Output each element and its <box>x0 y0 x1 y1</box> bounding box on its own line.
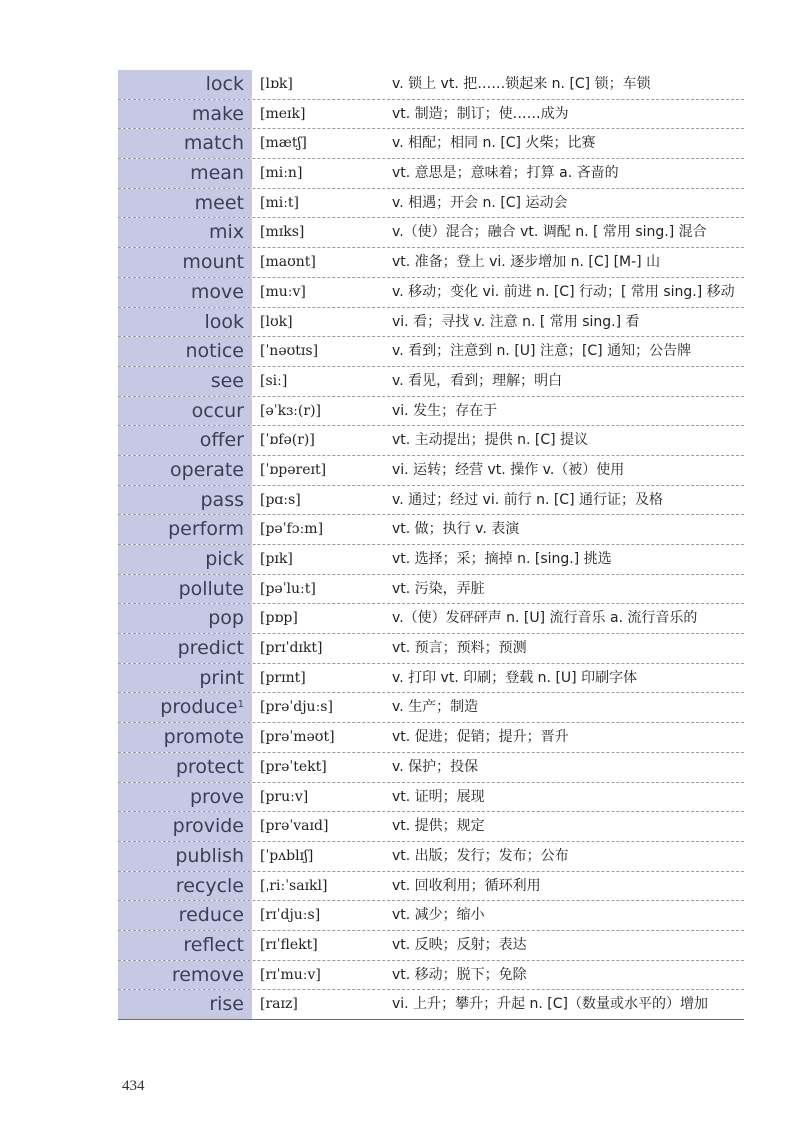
vocab-row <box>118 218 744 248</box>
headword-text: promote <box>163 726 244 749</box>
vocab-row <box>118 872 744 902</box>
headword-text: make <box>191 102 244 125</box>
vocab-row <box>118 575 744 605</box>
vocab-row <box>118 337 744 367</box>
headword-text: prove <box>189 785 244 808</box>
headword <box>118 129 252 158</box>
headword <box>118 901 252 930</box>
headword-text: reduce <box>178 904 244 927</box>
phonetic: [pɒp] <box>260 610 298 627</box>
vocab-row <box>118 189 744 219</box>
phonetic: [əˈkɜː(r)] <box>260 402 321 419</box>
vocab-row <box>118 961 744 991</box>
headword <box>118 367 252 396</box>
headword-text: operate <box>170 458 244 481</box>
phonetic: [siː] <box>260 372 288 389</box>
definition: v. 相配；相同 n. [C] 火柴；比赛 <box>392 135 596 152</box>
phonetic: [pɪk] <box>260 551 293 567</box>
headword-text: produce <box>160 696 238 719</box>
headword <box>118 990 252 1019</box>
phonetic: [miːt] <box>260 194 300 211</box>
headword-text: offer <box>199 429 244 452</box>
headword <box>118 308 252 337</box>
vocab-row <box>118 248 744 278</box>
vocab-row <box>118 426 744 456</box>
headword-text: provide <box>172 815 244 838</box>
phonetic: [rɪˈdjuːs] <box>260 907 321 924</box>
definition: v.（使）发砰砰声 n. [U] 流行音乐 a. 流行音乐的 <box>392 610 698 627</box>
definition: vt. 选择；采；摘掉 n. [sing.] 挑选 <box>392 551 612 567</box>
definition: v. 通过；经过 vi. 前行 n. [C] 通行证；及格 <box>392 491 663 508</box>
headword <box>118 961 252 990</box>
vocab-row <box>118 278 744 308</box>
definition: vt. 做；执行 v. 表演 <box>392 521 520 538</box>
page-number: 434 <box>122 1078 145 1094</box>
definition: vt. 反映；反射；表达 <box>392 936 527 953</box>
headword-text: remove <box>171 963 244 986</box>
headword <box>118 545 252 574</box>
headword <box>118 456 252 485</box>
headword-text: mount <box>182 251 244 274</box>
phonetic: [prɪˈdɪkt] <box>260 640 323 657</box>
vocab-row <box>118 486 744 516</box>
definition: vt. 出版；发行；发布；公布 <box>392 847 569 864</box>
phonetic: [ˌriːˈsaɪkl] <box>260 877 328 894</box>
definition: v.（使）混合；融合 vt. 调配 n. [ 常用 sing.] 混合 <box>392 224 707 241</box>
headword-text: reflect <box>183 933 244 956</box>
definition: vi. 看；寻找 v. 注意 n. [ 常用 sing.] 看 <box>392 313 640 330</box>
headword <box>118 723 252 752</box>
headword <box>118 248 252 277</box>
vocab-row <box>118 397 744 427</box>
headword <box>118 872 252 901</box>
headword-text: mean <box>190 162 244 185</box>
headword-text: move <box>190 280 244 303</box>
phonetic: [meɪk] <box>260 105 306 122</box>
headword-text: occur <box>191 399 244 422</box>
phonetic: [ˈnəʊtɪs] <box>260 343 319 360</box>
vocab-row <box>118 100 744 130</box>
headword <box>118 278 252 307</box>
phonetic: [ˈɒfə(r)] <box>260 432 315 449</box>
vocab-row <box>118 783 744 813</box>
phonetic: [rɪˈflekt] <box>260 936 318 953</box>
definition: v. 相遇；开会 n. [C] 运动会 <box>392 194 568 211</box>
vocab-row <box>118 308 744 338</box>
definition: vt. 制造；制订；使……成为 <box>392 105 569 122</box>
vocab-row <box>118 129 744 159</box>
headword <box>118 634 252 663</box>
vocab-row <box>118 723 744 753</box>
definition: v. 打印 vt. 印刷；登载 n. [U] 印刷字体 <box>392 669 638 686</box>
headword-text: notice <box>185 340 244 363</box>
vocab-row <box>118 990 744 1020</box>
phonetic: [raɪz] <box>260 996 298 1013</box>
phonetic: [muːv] <box>260 283 306 300</box>
headword <box>118 100 252 129</box>
definition: vt. 提供；规定 <box>392 818 485 835</box>
headword-text: rise <box>209 993 244 1016</box>
headword <box>118 159 252 188</box>
vocab-row <box>118 634 744 664</box>
headword-text: predict <box>177 637 244 660</box>
headword-text: meet <box>194 191 244 214</box>
definition: v. 生产；制造 <box>392 699 479 716</box>
vocab-row <box>118 70 744 100</box>
headword <box>118 931 252 960</box>
vocab-row <box>118 931 744 961</box>
headword <box>118 842 252 871</box>
definition: vi. 上升；攀升；升起 n. [C]（数量或水平的）增加 <box>392 996 708 1013</box>
headword-text: mix <box>208 221 244 244</box>
phonetic: [lʊk] <box>260 313 293 330</box>
headword <box>118 515 252 544</box>
headword-text: pick <box>205 548 244 570</box>
phonetic: [prəˈdjuːs] <box>260 699 333 716</box>
headword <box>118 337 252 366</box>
definition: vi. 运转；经营 vt. 操作 v.（被）使用 <box>392 461 625 478</box>
headword-text: pollute <box>178 577 244 600</box>
headword-text: pop <box>208 607 244 630</box>
definition: v. 移动；变化 vi. 前进 n. [C] 行动；[ 常用 sing.] 移动 <box>392 283 735 300</box>
definition: vt. 预言；预料；预测 <box>392 640 527 657</box>
vocab-row <box>118 456 744 486</box>
phonetic: [ˈɒpəreɪt] <box>260 461 327 478</box>
definition: vt. 主动提出；提供 n. [C] 提议 <box>392 432 589 449</box>
phonetic: [prəˈvaɪd] <box>260 818 329 835</box>
headword <box>118 783 252 812</box>
headword-text: recycle <box>175 874 244 897</box>
phonetic: [maʊnt] <box>260 254 316 271</box>
definition: v. 看见，看到；理解；明白 <box>392 372 563 389</box>
headword <box>118 812 252 841</box>
headword-text: protect <box>175 755 244 778</box>
vocab-row <box>118 515 744 545</box>
headword-text: lock <box>205 73 244 95</box>
phonetic: [prɪnt] <box>260 669 306 686</box>
headword <box>118 604 252 633</box>
headword <box>118 753 252 782</box>
vocab-row <box>118 753 744 783</box>
definition: vt. 促进；促销；提升；晋升 <box>392 729 569 746</box>
headword-text: see <box>210 369 244 392</box>
definition: vt. 污染，弄脏 <box>392 580 485 597</box>
vocab-row <box>118 693 744 723</box>
headword <box>118 397 252 426</box>
definition: vt. 回收利用；循环利用 <box>392 877 541 894</box>
headword <box>118 426 252 455</box>
headword <box>118 575 252 604</box>
definition: vt. 证明；展现 <box>392 788 485 805</box>
definition: vi. 发生；存在于 <box>392 402 498 419</box>
vocabulary-table <box>118 70 744 1020</box>
phonetic: [pəˈluːt] <box>260 580 316 597</box>
phonetic: [pɑːs] <box>260 491 301 508</box>
phonetic: [lɒk] <box>260 76 293 92</box>
vocab-row <box>118 901 744 931</box>
phonetic: [pruːv] <box>260 788 309 805</box>
definition: v. 锁上 vt. 把……锁起来 n. [C] 锁；车锁 <box>392 76 651 92</box>
phonetic: [mætʃ] <box>260 135 307 152</box>
headword <box>118 664 252 693</box>
headword-text: pass <box>200 488 244 511</box>
phonetic: [mɪks] <box>260 224 305 241</box>
definition: vt. 意思是；意味着；打算 a. 吝啬的 <box>392 165 619 182</box>
definition: v. 看到；注意到 n. [U] 注意；[C] 通知；公告牌 <box>392 343 692 360</box>
phonetic: [prəˈtekt] <box>260 758 327 775</box>
headword-text: look <box>204 310 244 333</box>
headword-text: print <box>199 666 244 689</box>
phonetic: [ˈpʌblɪʃ] <box>260 847 314 864</box>
headword <box>118 189 252 218</box>
definition: v. 保护；投保 <box>392 758 479 775</box>
vocab-row <box>118 367 744 397</box>
headword-text: perform <box>168 518 244 541</box>
definition: vt. 准备；登上 vi. 逐步增加 n. [C] [M-] 山 <box>392 254 661 271</box>
definition: vt. 移动；脱下；免除 <box>392 966 527 983</box>
headword-text: match <box>183 132 244 155</box>
vocab-row <box>118 664 744 694</box>
vocab-row <box>118 159 744 189</box>
homograph-number: 1 <box>237 699 244 711</box>
vocab-row <box>118 842 744 872</box>
headword <box>118 486 252 515</box>
vocab-row <box>118 604 744 634</box>
phonetic: [rɪˈmuːv] <box>260 966 321 983</box>
phonetic: [miːn] <box>260 165 303 182</box>
headword-text: publish <box>175 844 244 867</box>
phonetic: [pəˈfɔːm] <box>260 521 324 538</box>
vocab-row <box>118 545 744 575</box>
headword <box>118 70 252 99</box>
definition: vt. 减少；缩小 <box>392 907 485 924</box>
phonetic: [prəˈməʊt] <box>260 729 335 746</box>
headword <box>118 218 252 247</box>
vocab-row <box>118 812 744 842</box>
headword <box>118 693 252 722</box>
